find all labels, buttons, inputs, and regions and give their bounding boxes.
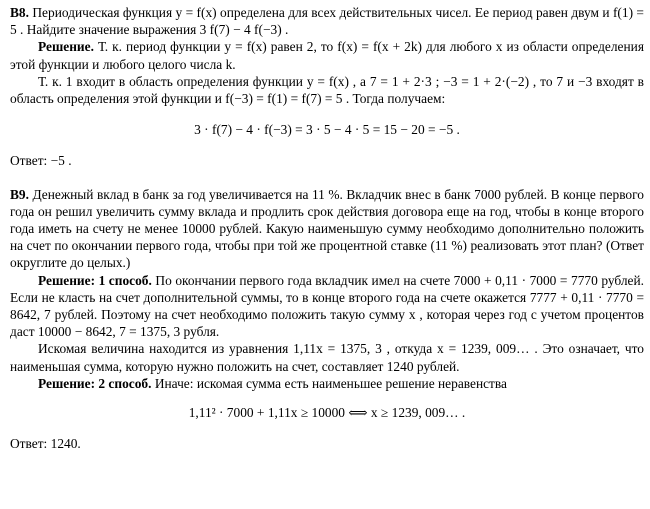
b9-method1-paragraph-2 (10, 340, 644, 374)
b8-solution-p1: Т. к. период функции y = f(x) равен 2, то f(x) = f(x + 2k) для любого x из области определения этой функции и любого целого числа k. (10, 39, 644, 72)
b8-solution-label: Решение. (38, 39, 94, 55)
b8-formula: 3 · f(7) − 4 · f(−3) = 3 · 5 − 4 · 5 = 15 − 20 = −5 . (194, 122, 460, 138)
b9-label: B9. (10, 186, 29, 202)
b8-answer: Ответ: −5 . (10, 153, 72, 169)
b9-method2-paragraph (10, 375, 644, 392)
b8-label: B8. (10, 5, 29, 20)
b8-solution-paragraph (10, 38, 644, 72)
section-gap (10, 170, 644, 186)
b9-answer: Ответ: 1240. (10, 436, 81, 452)
b9-method1-p2: Искомая величина находится из уравнения 1,11x = 1375, 3 , откуда x = 1239, 009… . Это означает, что наименьшая сумма, которую нужно положить на счет, составляет 1240 рублей. (10, 341, 644, 374)
b8-solution-p2: Т. к. 1 входит в область определения функции y = f(x) , а 7 = 1 + 2·3 ; −3 = 1 + 2·(−2) , то 7 и −3 входят в область определения этой функции и f(−3) = f(1) = f(7) = 5 . Тогда получаем: (10, 73, 644, 107)
b9-method2-label: Решение: 2 способ. (38, 375, 152, 391)
b9-method1-paragraph (10, 272, 644, 341)
b9-statement: Денежный вклад в банк за год увеличивается на 11 %. Вкладчик внес в банк 7000 рублей. В конце первого года он решил увеличить сумму вклада и продлить срок действия договора еще на год, чтобы в конце второго года иметь на счету не менее 10000 рублей. Какую наименьшую сумму необходимо дополнительно положить на счет по окончании первого года, чтобы при той же процентной ставке (11 %) реализовать этот план? (Ответ округлите до целых.) (10, 186, 644, 271)
b9-formula: 1,11² · 7000 + 1,11x ≥ 10000 ⟺ x ≥ 1239, 009… . (188, 405, 466, 421)
b9-method1-label: Решение: 1 способ. (38, 272, 152, 288)
b8-statement-paragraph (10, 4, 644, 38)
b8-statement: Периодическая функция y = f(x) определена для всех действительных чисел. Ее период равен двум и f(1) = 5 . Найдите значение выражения 3 f(7) − 4 f(−3) . (10, 5, 644, 38)
b8-solution-paragraph-2 (10, 73, 644, 107)
b9-method1-p1: По окончании первого года вкладчик имел на счете 7000 + 0,11 · 7000 = 7770 рублей. Если не класть на счет дополнительной суммы, то в конце второго года на счете окажется 7777 + 0,11 · 7770 = 8642, 7 рублей. Поэтому на счет необходимо положить такую сумму x , которая через год с учетом процентов даст 10000 − 8642, 7 = 1375, 3 рубля. (10, 272, 644, 340)
b9-statement-paragraph (10, 186, 644, 272)
b9-method2-p1: Иначе: искомая сумма есть наименьшее решение неравенства (154, 375, 507, 391)
